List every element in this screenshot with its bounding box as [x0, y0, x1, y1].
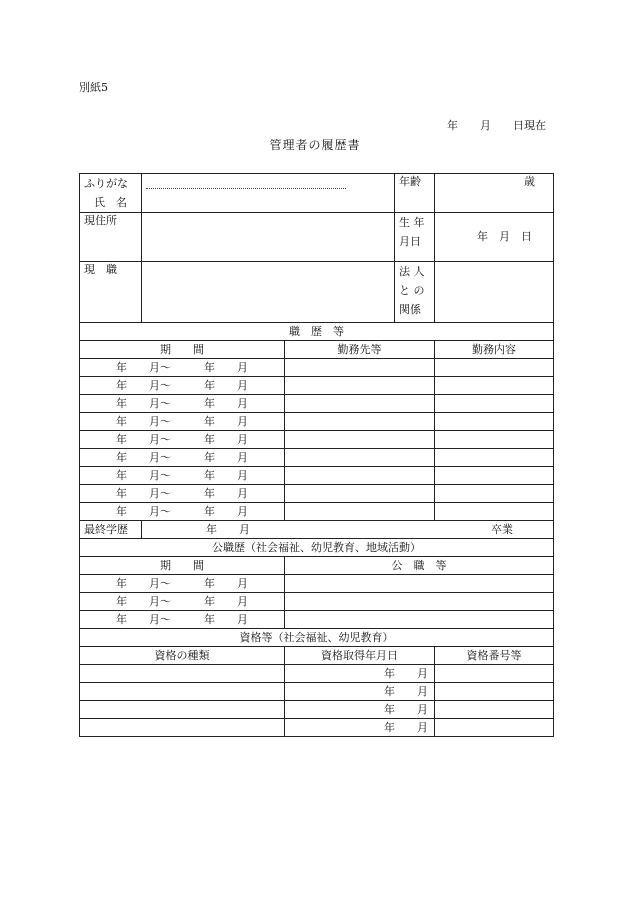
qualification-type-cell[interactable] — [80, 683, 285, 701]
table-row — [80, 431, 554, 449]
education-field[interactable] — [142, 521, 554, 539]
table-row — [80, 413, 554, 431]
page-title: 管理者の履歴書 — [269, 138, 361, 152]
occupation-field[interactable] — [142, 262, 395, 323]
career-content-cell[interactable] — [435, 395, 554, 413]
qualification-date-cell[interactable]: 年 月 — [285, 719, 435, 737]
table-row — [80, 503, 554, 521]
career-period-cell[interactable]: 年 月～ 年 月 — [80, 431, 285, 449]
furigana-label: ふりがな — [84, 177, 128, 190]
public-posts-col-period: 期 間 — [80, 557, 285, 575]
furigana-name-label-cell — [80, 174, 142, 213]
career-content-cell[interactable] — [435, 485, 554, 503]
age-label-cell — [395, 174, 435, 213]
education-label: 最終学歴 — [80, 521, 142, 539]
education-date: 年 月 — [206, 522, 250, 536]
qualification-type-cell[interactable] — [80, 665, 285, 683]
career-col-employer: 勤務先等 — [285, 341, 435, 359]
career-employer-cell[interactable] — [285, 503, 435, 521]
name-label: 氏 名 — [94, 196, 127, 209]
career-period-cell[interactable]: 年 月～ 年 月 — [80, 467, 285, 485]
career-employer-cell[interactable] — [285, 449, 435, 467]
career-employer-cell[interactable] — [285, 395, 435, 413]
career-content-cell[interactable] — [435, 359, 554, 377]
table-row — [80, 377, 554, 395]
qualifications-col-number: 資格番号等 — [435, 647, 554, 665]
career-employer-cell[interactable] — [285, 359, 435, 377]
public-posts-post-cell[interactable] — [285, 593, 554, 611]
qualifications-section-title: 資格等（社会福祉、幼児教育） — [80, 629, 554, 647]
table-row — [80, 485, 554, 503]
career-col-period: 期 間 — [80, 341, 285, 359]
document-code: 別紙5 — [79, 81, 108, 94]
career-employer-cell[interactable] — [285, 413, 435, 431]
career-content-cell[interactable] — [435, 413, 554, 431]
table-row — [80, 701, 554, 719]
career-period-cell[interactable]: 年 月～ 年 月 — [80, 377, 285, 395]
career-content-cell[interactable] — [435, 377, 554, 395]
address-label: 現住所 — [84, 214, 117, 227]
career-content-cell[interactable] — [435, 467, 554, 485]
birth-label-2: 月日 — [399, 235, 421, 248]
career-period-cell[interactable]: 年 月～ 年 月 — [80, 449, 285, 467]
career-period-cell[interactable]: 年 月～ 年 月 — [80, 413, 285, 431]
relation-field[interactable] — [435, 262, 554, 323]
resume-form — [79, 173, 554, 737]
relation-label-1: 法 人 — [399, 265, 425, 278]
occupation-label: 現 職 — [84, 263, 117, 276]
public-posts-post-cell[interactable] — [285, 611, 554, 629]
qualification-number-cell[interactable] — [435, 701, 554, 719]
table-row — [80, 611, 554, 629]
qualification-type-cell[interactable] — [80, 719, 285, 737]
table-row — [80, 467, 554, 485]
qualification-number-cell[interactable] — [435, 665, 554, 683]
table-row — [80, 449, 554, 467]
qualifications-col-type: 資格の種類 — [80, 647, 285, 665]
birth-label-cell — [395, 213, 435, 262]
career-period-cell[interactable]: 年 月～ 年 月 — [80, 359, 285, 377]
age-label: 年齢 — [399, 175, 421, 188]
career-col-content: 勤務内容 — [435, 341, 554, 359]
occupation-label-cell — [80, 262, 142, 323]
qualification-type-cell[interactable] — [80, 701, 285, 719]
education-suffix: 卒業 — [491, 522, 513, 536]
career-period-cell[interactable]: 年 月～ 年 月 — [80, 395, 285, 413]
relation-label-cell — [395, 262, 435, 323]
career-content-cell[interactable] — [435, 503, 554, 521]
qualification-date-cell[interactable]: 年 月 — [285, 701, 435, 719]
career-content-cell[interactable] — [435, 431, 554, 449]
table-row — [80, 359, 554, 377]
furigana-dotted-line — [146, 178, 346, 189]
career-content-cell[interactable] — [435, 449, 554, 467]
public-posts-period-cell[interactable]: 年 月～ 年 月 — [80, 575, 285, 593]
career-employer-cell[interactable] — [285, 431, 435, 449]
birth-label-1: 生 年 — [399, 216, 425, 229]
table-row — [80, 575, 554, 593]
birth-date-value: 年 月 日 — [476, 230, 532, 243]
qualification-date-cell[interactable]: 年 月 — [285, 665, 435, 683]
public-posts-period-cell[interactable]: 年 月～ 年 月 — [80, 593, 285, 611]
age-unit: 歳 — [524, 175, 535, 188]
birth-date-field[interactable] — [435, 213, 554, 262]
public-posts-period-cell[interactable]: 年 月～ 年 月 — [80, 611, 285, 629]
qualifications-col-date: 資格取得年月日 — [285, 647, 435, 665]
career-employer-cell[interactable] — [285, 467, 435, 485]
career-period-cell[interactable]: 年 月～ 年 月 — [80, 503, 285, 521]
career-period-cell[interactable]: 年 月～ 年 月 — [80, 485, 285, 503]
public-posts-col-post: 公 職 等 — [285, 557, 554, 575]
table-row — [80, 719, 554, 737]
career-section-title: 職 歴 等 — [80, 323, 554, 341]
name-field[interactable] — [142, 174, 395, 213]
age-field[interactable] — [435, 174, 554, 213]
relation-label-3: 関係 — [399, 303, 421, 316]
qualification-number-cell[interactable] — [435, 683, 554, 701]
public-posts-post-cell[interactable] — [285, 575, 554, 593]
address-field[interactable] — [142, 213, 395, 262]
table-row — [80, 395, 554, 413]
career-employer-cell[interactable] — [285, 485, 435, 503]
date-line: 年 月 日現在 — [447, 119, 546, 132]
relation-label-2: と の — [399, 284, 425, 297]
public-posts-section-title: 公職歴（社会福祉、幼児教育、地域活動） — [80, 539, 554, 557]
address-label-cell — [80, 213, 142, 262]
qualification-date-cell[interactable]: 年 月 — [285, 683, 435, 701]
table-row — [80, 665, 554, 683]
table-row — [80, 593, 554, 611]
career-employer-cell[interactable] — [285, 377, 435, 395]
table-row — [80, 683, 554, 701]
qualification-number-cell[interactable] — [435, 719, 554, 737]
